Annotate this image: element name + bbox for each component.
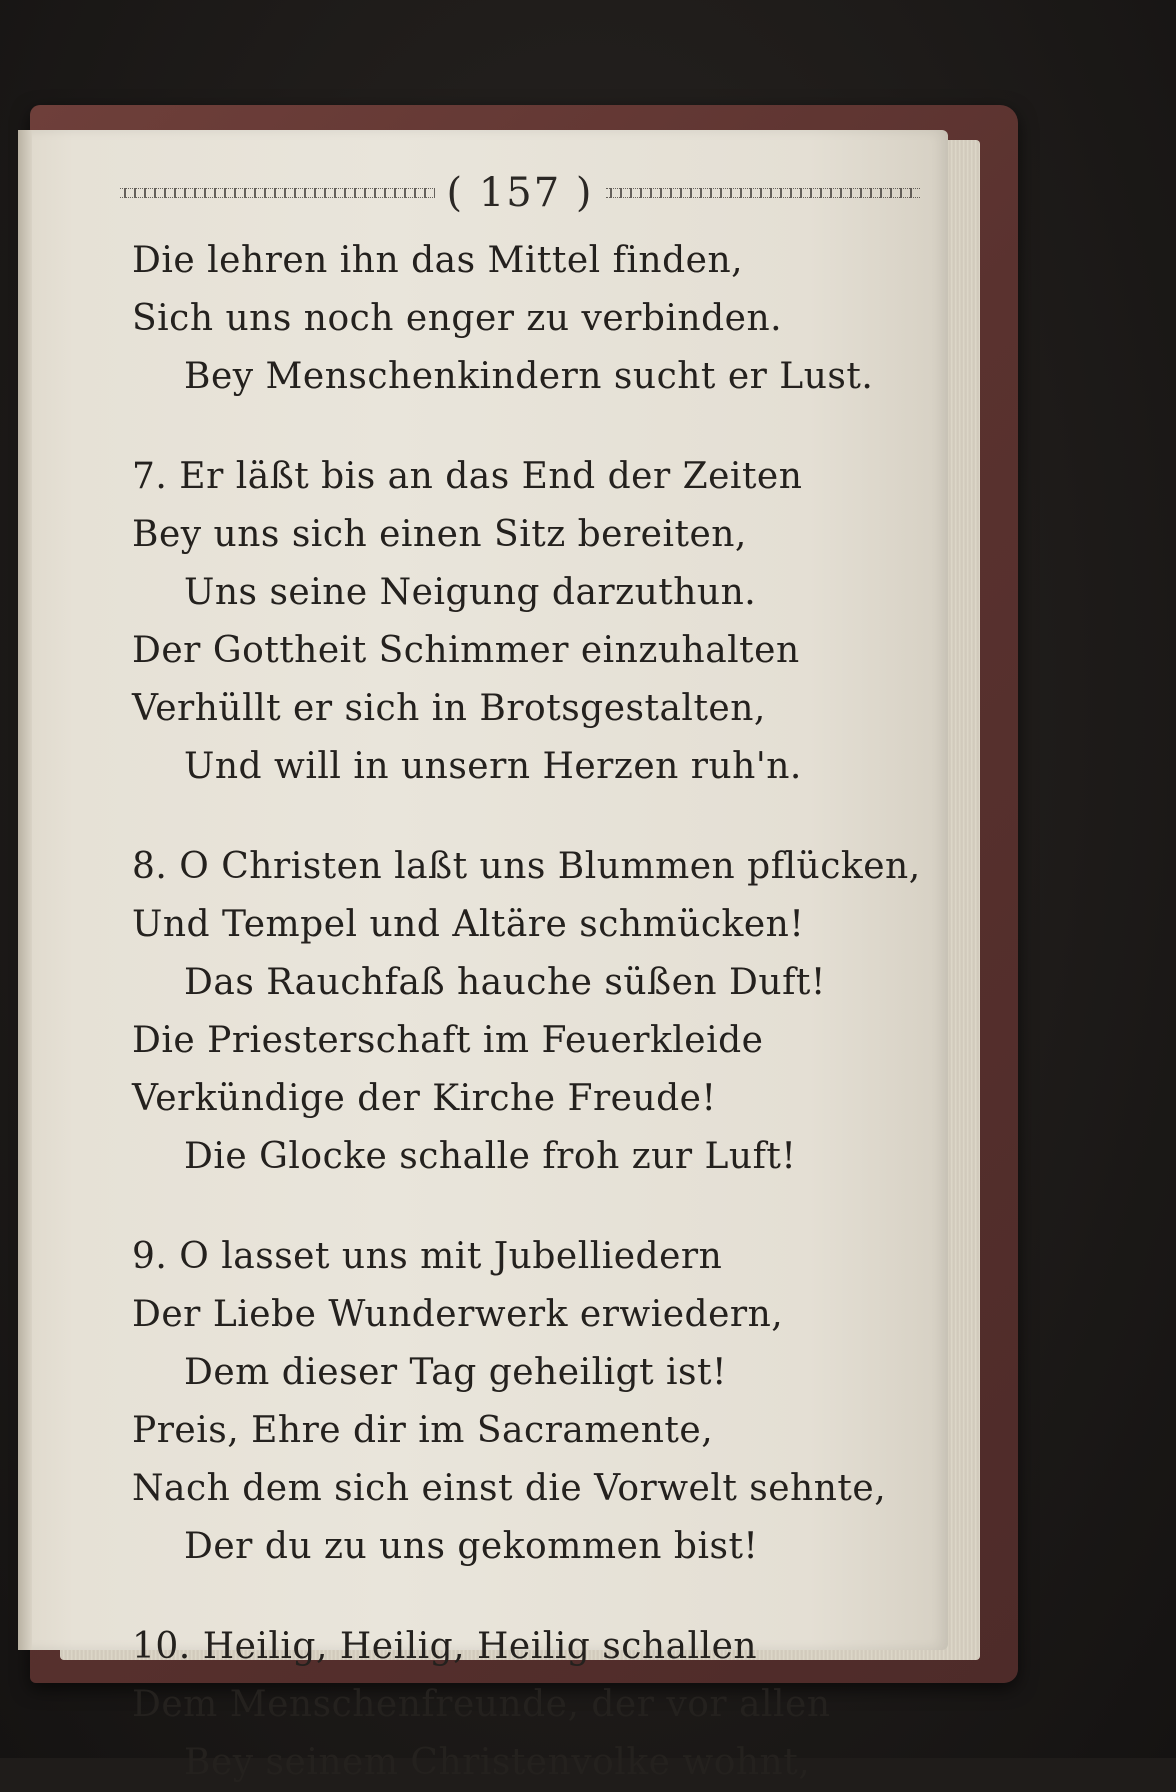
poem-line: Bey uns sich einen Sitz bereiten, <box>132 514 747 555</box>
poem-line: Dem dieser Tag geheiligt ist! <box>184 1352 727 1393</box>
poem-line: Der Liebe Wunderwerk erwiedern, <box>132 1294 784 1335</box>
poem-line: Bey seinem Christenvolke wohnt, <box>184 1742 811 1783</box>
page-header <box>120 168 920 218</box>
stanza <box>132 232 932 406</box>
poem-line: Die lehren ihn das Mittel finden, <box>132 240 744 281</box>
poem-line: Der du zu uns gekommen bist! <box>184 1526 759 1567</box>
poem-line: 8. O Christen laßt uns Blummen pflücken, <box>132 846 921 887</box>
page-gutter <box>18 130 32 1650</box>
stanza-gap <box>132 406 932 448</box>
poem-line: 7. Er läßt bis an das End der Zeiten <box>132 456 803 497</box>
stanza <box>132 1228 932 1576</box>
poem-text <box>132 232 932 1792</box>
stanza <box>132 838 932 1186</box>
left-ornament <box>120 188 435 198</box>
poem-line: Preis, Ehre dir im Sacramente, <box>132 1410 714 1451</box>
poem-line: Dem Menschenfreunde, der vor allen <box>132 1684 831 1725</box>
page-number: ( 157 ) <box>446 170 594 216</box>
stanza <box>132 448 932 796</box>
poem-line: 9. O lasset uns mit Jubelliedern <box>132 1236 723 1277</box>
poem-line: Das Rauchfaß hauche süßen Duft! <box>184 962 826 1003</box>
stanza <box>132 1618 932 1792</box>
poem-line: Nach dem sich einst die Vorwelt sehnte, <box>132 1468 887 1509</box>
poem-line: Und will in unsern Herzen ruh'n. <box>184 746 802 787</box>
poem-line: Die Glocke schalle froh zur Luft! <box>184 1136 797 1177</box>
poem-line: Die Priesterschaft im Feuerkleide <box>132 1020 764 1061</box>
stanza-gap <box>132 1576 932 1618</box>
poem-line: 10. Heilig, Heilig, Heilig schallen <box>132 1626 758 1667</box>
right-ornament <box>606 188 921 198</box>
stanza-gap <box>132 796 932 838</box>
poem-line: Verkündige der Kirche Freude! <box>132 1078 717 1119</box>
poem-line: Der Gottheit Schimmer einzuhalten <box>132 630 800 671</box>
stanza-gap <box>132 1186 932 1228</box>
poem-line: Und Tempel und Altäre schmücken! <box>132 904 805 945</box>
poem-line: Sich uns noch enger zu verbinden. <box>132 298 783 339</box>
poem-line: Verhüllt er sich in Brotsgestalten, <box>132 688 766 729</box>
poem-line: Bey Menschenkindern sucht er Lust. <box>184 356 874 397</box>
poem-line: Uns seine Neigung darzuthun. <box>184 572 757 613</box>
